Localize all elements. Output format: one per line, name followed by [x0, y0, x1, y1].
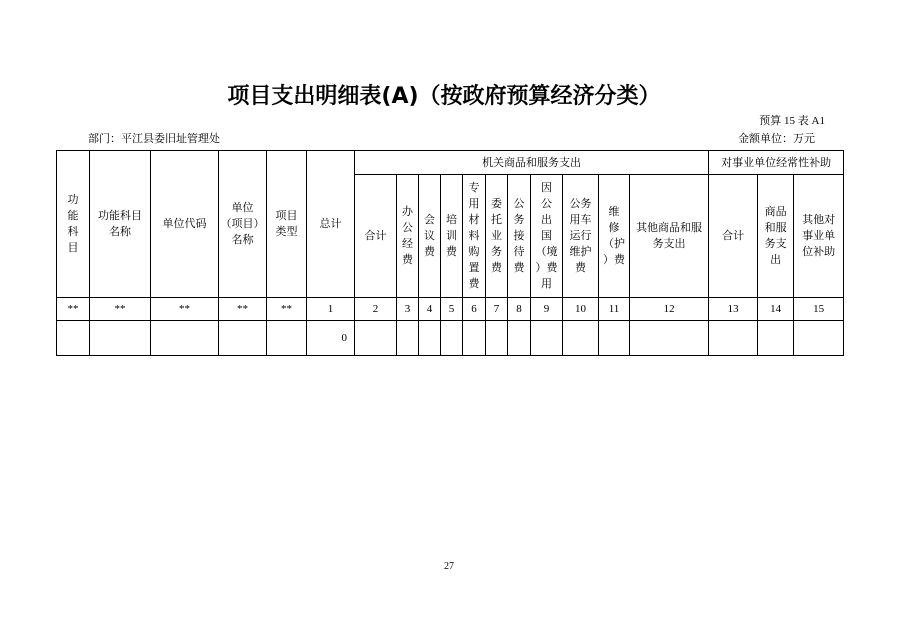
header-official-reception: 公 务 接 待 费 — [508, 175, 531, 298]
header-project-type: 项目 类型 — [267, 151, 307, 298]
index-cell: 5 — [441, 298, 463, 321]
index-cell: ** — [57, 298, 90, 321]
data-cell — [57, 321, 90, 356]
index-cell: 9 — [531, 298, 563, 321]
header-subsidy-subtotal: 合计 — [709, 175, 758, 298]
header-unit-project-name: 单位 （项目） 名称 — [219, 151, 267, 298]
index-cell: 13 — [709, 298, 758, 321]
index-cell: 4 — [419, 298, 441, 321]
index-cell: 10 — [563, 298, 599, 321]
data-row — [57, 321, 844, 356]
department-label: 部门：平江县委旧址管理处 — [88, 133, 220, 145]
data-cell — [794, 321, 844, 356]
index-cell: 11 — [599, 298, 630, 321]
form-code: 预算 15 表 A1 — [759, 115, 825, 127]
data-cell — [419, 321, 441, 356]
header-row-group — [57, 151, 844, 175]
index-cell: 3 — [397, 298, 419, 321]
index-cell: 2 — [355, 298, 397, 321]
index-cell: 6 — [463, 298, 486, 321]
index-cell: ** — [219, 298, 267, 321]
expenditure-table — [56, 150, 844, 356]
header-function-subject-name: 功能科目 名称 — [90, 151, 151, 298]
group-header-institution-subsidy: 对事业单位经常性补助 — [709, 151, 844, 175]
index-cell: 8 — [508, 298, 531, 321]
header-maintenance: 维 修 （护 ）费 — [599, 175, 630, 298]
header-meeting-fees: 会 议 费 — [419, 175, 441, 298]
data-cell — [151, 321, 219, 356]
index-cell: 15 — [794, 298, 844, 321]
header-goods-services-subtotal: 合计 — [355, 175, 397, 298]
header-function-subject: 功 能 科 目 — [57, 151, 90, 298]
header-overseas-travel: 因 公 出 国 （境 ）费 用 — [531, 175, 563, 298]
data-cell — [441, 321, 463, 356]
header-subsidy-goods-services: 商品 和服 务支 出 — [758, 175, 794, 298]
index-cell: 7 — [486, 298, 508, 321]
header-entrusted-business: 委 托 业 务 费 — [486, 175, 508, 298]
index-cell: 12 — [630, 298, 709, 321]
header-total: 总计 — [307, 151, 355, 298]
page-number: 27 — [444, 561, 454, 572]
header-official-vehicle: 公务 用车 运行 维护 费 — [563, 175, 599, 298]
page-title: 项目支出明细表(A)（按政府预算经济分类） — [227, 84, 661, 109]
data-cell — [355, 321, 397, 356]
data-cell — [90, 321, 151, 356]
data-cell — [397, 321, 419, 356]
data-cell — [463, 321, 486, 356]
data-cell — [508, 321, 531, 356]
data-cell — [709, 321, 758, 356]
data-cell — [599, 321, 630, 356]
data-cell — [486, 321, 508, 356]
data-cell — [758, 321, 794, 356]
index-cell: 14 — [758, 298, 794, 321]
data-cell — [630, 321, 709, 356]
header-office-expenses: 办 公 经 费 — [397, 175, 419, 298]
data-cell — [563, 321, 599, 356]
group-header-goods-services: 机关商品和服务支出 — [355, 151, 709, 175]
header-training-fees: 培 训 费 — [441, 175, 463, 298]
total-value-cell: 0 — [307, 321, 355, 356]
header-special-materials: 专 用 材 料 购 置 费 — [463, 175, 486, 298]
index-cell: 1 — [307, 298, 355, 321]
amount-unit-label: 金额单位：万元 — [738, 133, 815, 145]
header-unit-code: 单位代码 — [151, 151, 219, 298]
index-cell: ** — [151, 298, 219, 321]
index-cell: ** — [90, 298, 151, 321]
header-other-subsidy: 其他对 事业单 位补助 — [794, 175, 844, 298]
header-other-goods-services: 其他商品和服 务支出 — [630, 175, 709, 298]
index-cell: ** — [267, 298, 307, 321]
index-row — [57, 298, 844, 321]
data-cell — [267, 321, 307, 356]
data-cell — [531, 321, 563, 356]
data-cell — [219, 321, 267, 356]
